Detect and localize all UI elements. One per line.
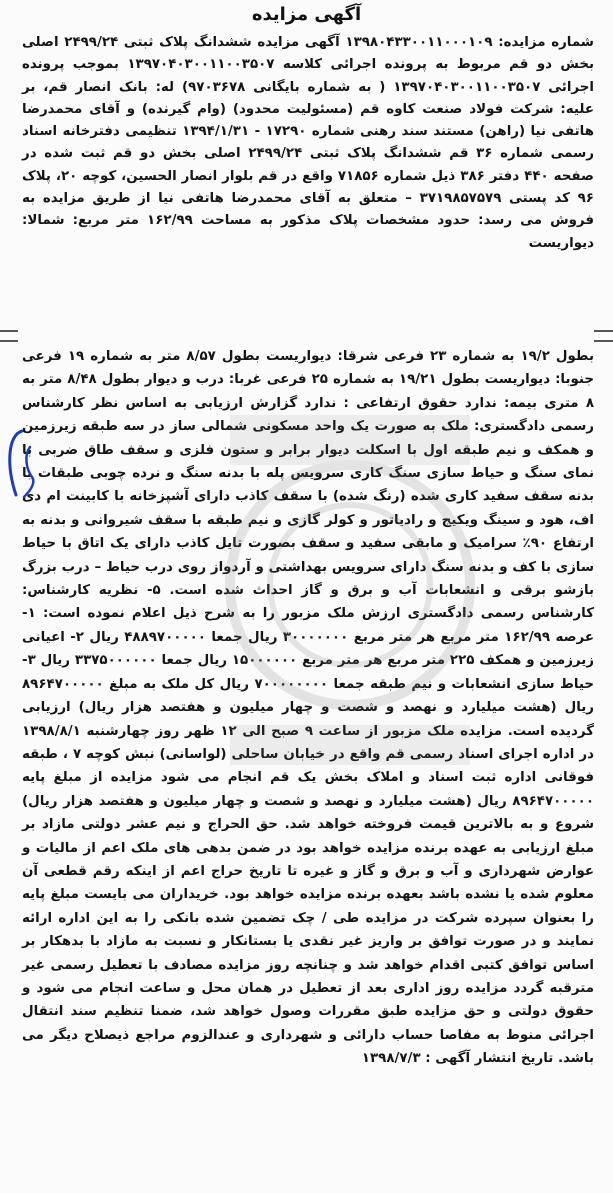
- section-divider-left: [0, 330, 18, 342]
- section-divider-right: [594, 330, 613, 342]
- body-paragraph: شماره مزایده: ۱۳۹۸۰۴۳۳۰۰۱۱۰۰۰۱۰۹ آگهی مزایده ششدانگ پلاک ثبتی ۲۴۹۹/۲۴ اصلی بخش دو قم مربوط به پرونده اجرائی کلاسه ۱۳۹۷۰۴۰۳۰۰۱۱۰۰۳۵۰۷ بموجب پرونده اجرائی ۱۳۹۷۰۴۰۳۰۰۱۱۰۰۳۵۰۷ ( به شماره بایگانی ۹۷۰۳۶۷۸) له: بانک انصار قم، بر علیه: شرکت فولاد صنعت کاوه قم (مسئولیت محدود) (وام گیرنده) و آقای محمدرضا هاتفی نیا (راهن) مستند سند رهنی شماره ۱۷۲۹۰ - ۱۳۹۴/۱/۳۱ تنظیمی دفترخانه اسناد رسمی شماره ۳۶ قم ششدانگ پلاک ثبتی ۲۴۹۹/۲۴ اصلی بخش دو قم ثبت شده در صفحه ۴۴۰ دفتر ۳۸۶ ذیل شماره ۷۱۸۵۶ واقع در قم بلوار انصار الحسین، کوچه ۲۰، پلاک ۹۶ کد پستی ۳۷۱۹۸۵۷۵۷۹ – متعلق به آقای محمدرضا هاتفی نیا از طریق مزایده به فروش می رسد: حدود مشخصات پلاک مذکور به مساحت ۱۶۲/۹۹ متر مربع: شمالا: دیواریست: [22, 35, 595, 251]
- notice-title: آگهی مزایده: [251, 4, 362, 25]
- handwritten-bracket-icon: [0, 425, 40, 505]
- body-paragraph: بطول ۱۹/۲ به شماره ۲۳ فرعی شرقا: دیواریست بطول ۸/۵۷ متر به شماره ۱۹ فرعی جنوبا: دیواریست بطول ۱۹/۲۱ به شماره ۲۵ فرعی غربا: درب و دیوار بطول ۸/۴۸ متر به ۸ متری بیمه: ندارد حقوق ارتفاعی : ندارد گزارش ارزیابی به اساس نظر کارشناس رسمی دادگستری: ملک به صورت یک واحد مسکونی شمالی ساز در سه طبقه زیرزمین و همکف و نیم طبقه اول با اسکلت دیوار برابر و ستون فلزی و سقف طاق ضربی با نمای سنگ و حیاط سازی سنگ کاری سرویس پله با بدنه سنگ و نرده چوبی طبقات با بدنه سقف سفید کاری شده (رنگ شده) با سقف کاذب دارای آشپزخانه با کابینت ام دی اف، هود و سینگ ویکیج و رادیاتور و کولر گازی و نیم طبقه با سقف شیروانی و بدنه به ارتفاع ۹۰٪ سرامیک و مابقی سفید و سقف بصورت تایل کاذب دارای یک اتاق با حیاط سازی با کف و بدنه سنگ دارای سرویس بهداشتی و آردواز روی درب حیاط – درب بزرگ بازشو برقی و انشعابات آب و برق و گاز احداث شده است. ۵- نظریه کارشناس: کارشناس رسمی دادگستری ارزش ملک مزبور را به شرح ذیل اعلام نموده است: ۱- عرصه ۱۶۲/۹۹ متر مربع هر متر مربع ۳۰۰۰۰۰۰۰ ریال جمعا ۴۸۸۹۷۰۰۰۰۰ ریال ۲- اعیانی زیرزمین و همکف ۲۲۵ متر مربع هر متر مربع ۱۵۰۰۰۰۰۰ ریال جمعا ۳۳۷۵۰۰۰۰۰۰ ریال ۳- حیاط سازی انشعابات و نیم طبقه جمعا ۷۰۰۰۰۰۰۰۰ ریال کل ملک به مبلغ ۸۹۶۴۷۰۰۰۰۰ ریال (هشت میلیارد و نهصد و شصت و چهار میلیون و هفتصد هزار ریال) ارزیابی گردیده است. مزایده ملک مزبور از ساعت ۹ صبح الی ۱۲ ظهر روز چهارشنبه ۱۳۹۸/۸/۱ در اداره اجرای اسناد رسمی قم واقع در خیابان ساحلی (لواسانی) نبش کوچه ۷ ، طبقه فوقانی اداره ثبت اسناد و املاک بخش یک قم انجام می شود مزایده از مبلغ پایه ۸۹۶۴۷۰۰۰۰۰ ریال (هشت میلیارد و نهصد و شصت و چهار میلیون و هفتصد هزار ریال) شروع و به بالاترین قیمت فروخته خواهد شد. حق الحراج و نیم عشر دولتی مازاد بر مبلغ ارزیابی به عهده برنده مزایده خواهد بود در ضمن بدهی های ملک اعم از مالیات و عوارض شهرداری و آب و برق و گاز و غیره تا تاریخ حراج اعم از اینکه رقم قطعی آن معلوم شده یا نشده باشد بعهده برنده مزایده خواهد بود. خریداران می بایست مبلغ پایه را بعنوان سپرده شرکت در مزایده طی / چک تضمین شده بانکی را به این اداره ارائه نمایند و در صورت توافق بر واریز غیر نقدی یا بستانکار و نسبت به مازاد با بدهکار بر اساس توافق کتبی اقدام خواهد شد و چنانچه روز مزایده مصادف با تعطیل رسمی غیر مترقبه گردد مزایده روز اداری بعد از تعطیل در همان محل و ساعت انجام می شود و حقوق دولتی و حق مزایده طبق مقررات وصول خواهد شد، ضمنا تنظیم سند انتقال اجرائی منوط به مفاصا حساب دارائی و شهرداری و عندالزوم مراجع ذیصلاح دیگر می باشد. تاریخ انتشار آگهی : ۱۳۹۸/۷/۳: [22, 349, 595, 1067]
- notice-body-top: [22, 32, 594, 255]
- notice-body-bottom: [22, 345, 594, 1071]
